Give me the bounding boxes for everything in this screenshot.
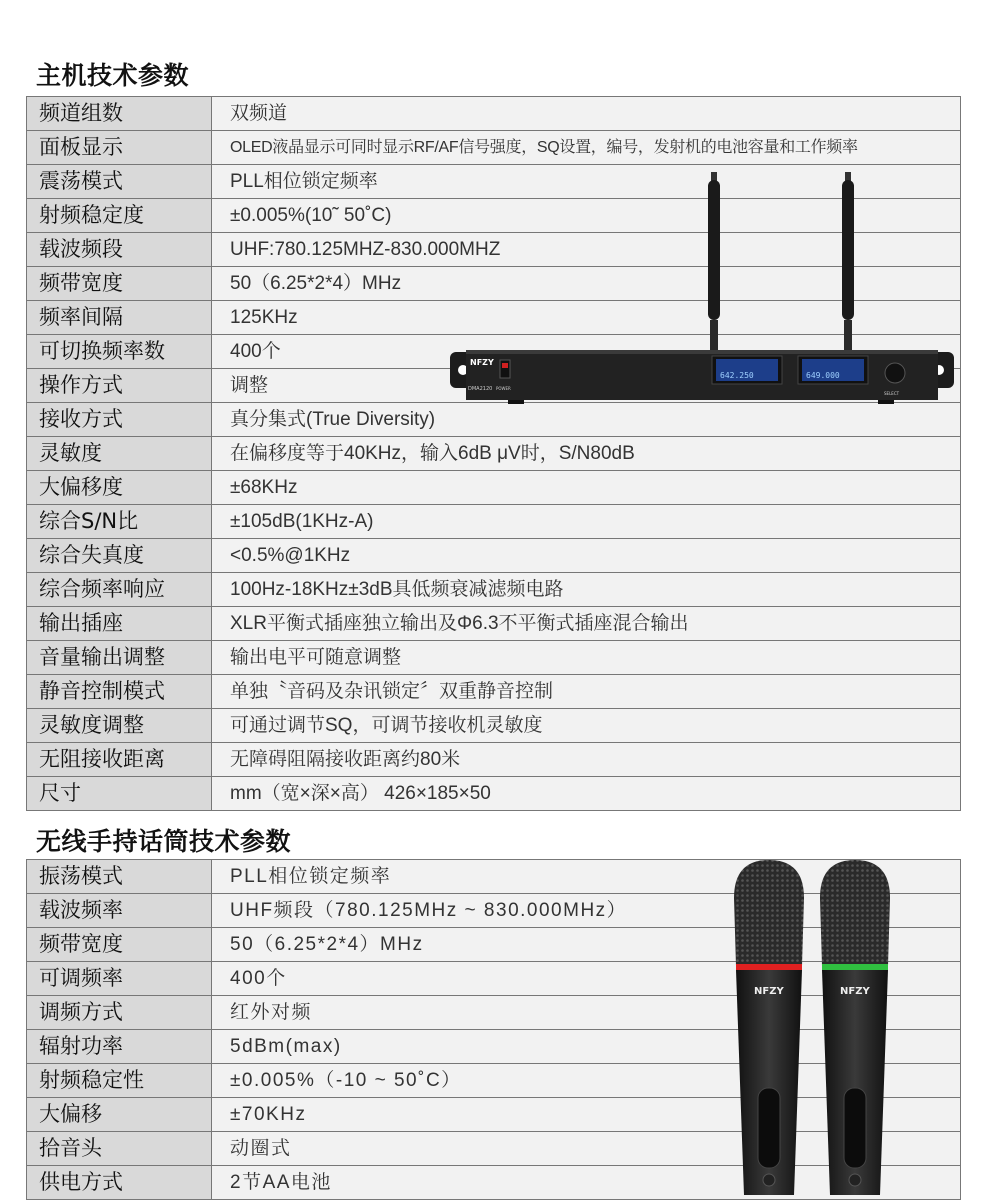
spec-value: 100Hz-18KHz±3dB具低频衰减滤频电路: [230, 579, 564, 600]
spec-value: 输出电平可随意调整: [230, 647, 402, 668]
spec-label: 频带宽度: [27, 267, 212, 300]
host-spec-row: [26, 131, 961, 165]
spec-label: 辐射功率: [27, 1030, 212, 1063]
spec-label: 载波频率: [27, 894, 212, 927]
spec-value: ±70KHz: [230, 1104, 307, 1125]
antenna-right: [842, 172, 854, 350]
host-spec-row: [26, 539, 961, 573]
spec-value: 在偏移度等于40KHz，输入6dB μV时，S/N80dB: [230, 443, 635, 464]
select-label: SELECT: [884, 391, 900, 396]
spec-value: 50（6.25*2*4）MHz: [230, 273, 402, 294]
spec-label: 可调频率: [27, 962, 212, 995]
host-spec-row: [26, 675, 961, 709]
select-knob: [885, 363, 905, 383]
host-spec-row: [26, 505, 961, 539]
microphones-image: [720, 858, 910, 1195]
lcd-1-freq: 642.250: [720, 371, 754, 380]
spec-value: PLL相位锁定频率: [230, 171, 378, 192]
spec-label: 综合S/N比: [27, 505, 212, 538]
spec-value: OLED液晶显示可同时显示RF/AF信号强度，SQ设置，编号，发射机的电池容量和工作频率: [230, 139, 858, 156]
spec-value: PLL相位锁定频率: [230, 866, 392, 887]
spec-label: 尺寸: [27, 777, 212, 810]
spec-value: 2节AA电池: [230, 1172, 332, 1193]
lcd-2-freq: 649.000: [806, 371, 840, 380]
spec-value: 400个: [230, 341, 281, 362]
host-spec-row: [26, 777, 961, 811]
spec-label: 频道组数: [27, 97, 212, 130]
mic-2-brand: NFZY: [840, 986, 870, 997]
spec-value: 可通过调节SQ，可调节接收机灵敏度: [230, 715, 543, 736]
spec-label: 频率间隔: [27, 301, 212, 334]
spec-value: 红外对频: [230, 1002, 313, 1023]
spec-label: 频带宽度: [27, 928, 212, 961]
power-label: POWER: [496, 386, 511, 391]
microphone-2: [820, 860, 890, 1195]
spec-value: 单独〝音码及杂讯锁定〞双重静音控制: [230, 681, 554, 702]
spec-label: 音量输出调整: [27, 641, 212, 674]
spec-value: UHF:780.125MHZ-830.000MHZ: [230, 239, 501, 260]
spec-value: 动圈式: [230, 1138, 292, 1159]
spec-label: 拾音头: [27, 1132, 212, 1165]
spec-value: XLR平衡式插座独立输出及Φ6.3不平衡式插座混合输出: [230, 613, 689, 634]
microphone-1: [734, 860, 804, 1195]
spec-label: 大偏移: [27, 1098, 212, 1131]
spec-value: ±105dB(1KHz-A): [230, 511, 374, 532]
spec-label: 射频稳定度: [27, 199, 212, 232]
host-spec-row: [26, 641, 961, 675]
spec-label: 面板显示: [27, 131, 212, 164]
spec-value: 5dBm(max): [230, 1036, 342, 1057]
spec-label: 灵敏度调整: [27, 709, 212, 742]
spec-label: 供电方式: [27, 1166, 212, 1199]
host-spec-row: [26, 743, 961, 777]
spec-label: 大偏移度: [27, 471, 212, 504]
spec-value: <0.5%@1KHz: [230, 545, 351, 566]
spec-value: mm（宽×深×高） 426×185×50: [230, 783, 491, 804]
spec-value: UHF频段（780.125MHz ~ 830.000MHz）: [230, 900, 628, 921]
spec-value: 真分集式(True Diversity): [230, 409, 436, 430]
spec-label: 射频稳定性: [27, 1064, 212, 1097]
spec-label: 综合失真度: [27, 539, 212, 572]
spec-value: 125KHz: [230, 307, 298, 328]
receiver-model: DMA2120: [468, 386, 493, 392]
section-title-mic: 无线手持话筒技术参数: [36, 827, 292, 856]
spec-label: 载波频段: [27, 233, 212, 266]
spec-label: 振荡模式: [27, 860, 212, 893]
host-spec-row: [26, 471, 961, 505]
spec-value: ±0.005%(10˜ 50˚C): [230, 205, 392, 226]
spec-value: 双频道: [230, 103, 288, 124]
spec-label: 静音控制模式: [27, 675, 212, 708]
spec-value: ±68KHz: [230, 477, 298, 498]
section-title-host: 主机技术参数: [36, 61, 190, 90]
receiver-brand: NFZY: [470, 358, 494, 367]
spec-label: 综合频率响应: [27, 573, 212, 606]
spec-label: 灵敏度: [27, 437, 212, 470]
spec-label: 无阻接收距离: [27, 743, 212, 776]
spec-label: 调频方式: [27, 996, 212, 1029]
spec-value: 400个: [230, 968, 287, 989]
mic-1-brand: NFZY: [754, 986, 784, 997]
spec-label: 操作方式: [27, 369, 212, 402]
host-spec-row: [26, 573, 961, 607]
spec-label: 可切换频率数: [27, 335, 212, 368]
spec-label: 震荡模式: [27, 165, 212, 198]
host-spec-row: [26, 607, 961, 641]
spec-value: 调整: [230, 375, 269, 396]
spec-label: 接收方式: [27, 403, 212, 436]
host-spec-row: [26, 437, 961, 471]
spec-label: 输出插座: [27, 607, 212, 640]
spec-value: 无障碍阻隔接收距离约80米: [230, 749, 461, 770]
antenna-left: [708, 172, 720, 350]
spec-value: 50（6.25*2*4）MHz: [230, 934, 424, 955]
spec-value: ±0.005%（-10 ~ 50˚C）: [230, 1070, 462, 1091]
host-spec-row: [26, 97, 961, 131]
host-spec-row: [26, 709, 961, 743]
receiver-image: [448, 170, 956, 410]
